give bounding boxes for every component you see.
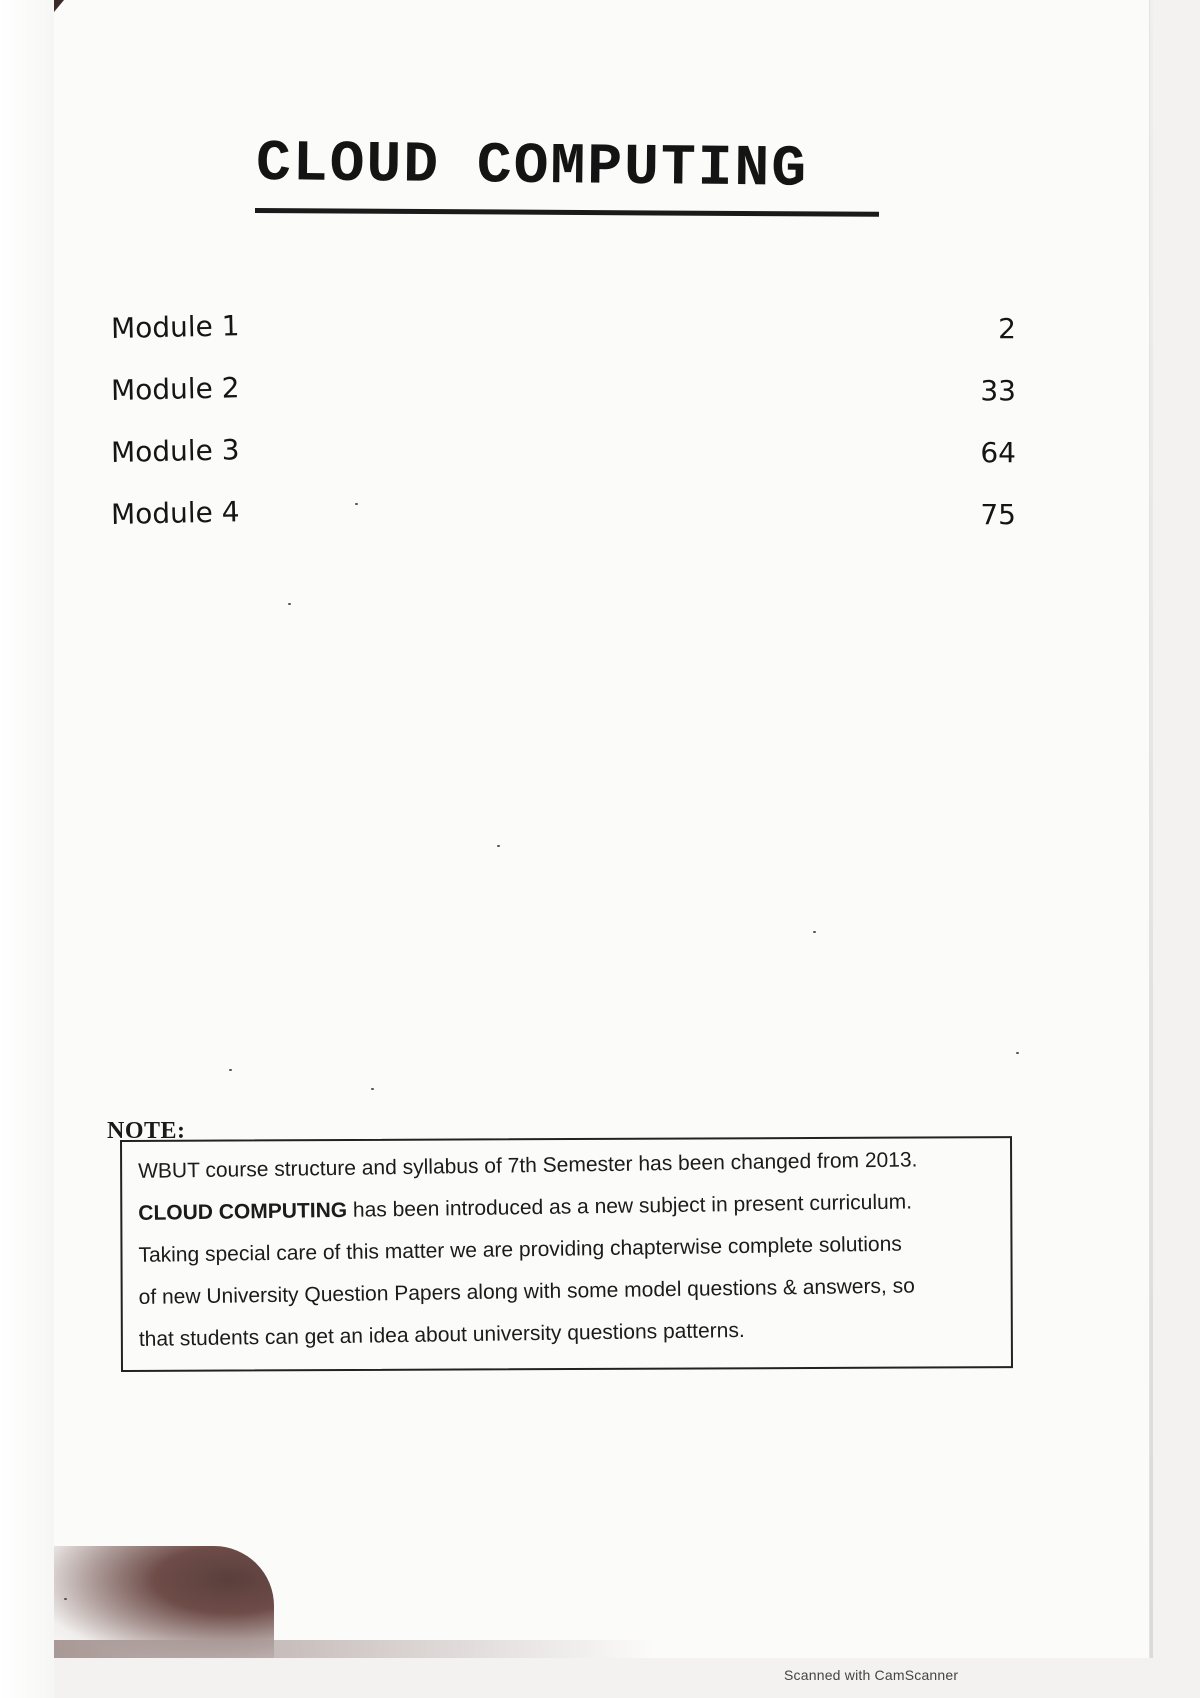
page-right-edge xyxy=(1150,0,1153,1658)
scan-left-margin xyxy=(0,0,54,1698)
note-line-text: has been introduced as a new subject in present curriculum. xyxy=(346,1190,913,1222)
toc-label: Module 4 xyxy=(110,495,240,531)
toc-row xyxy=(110,495,1016,538)
scan-speck xyxy=(813,931,816,933)
toc-row xyxy=(110,309,1016,352)
note-box xyxy=(120,1136,1013,1372)
note-line xyxy=(139,1274,915,1310)
toc-row xyxy=(110,371,1016,414)
note-line xyxy=(138,1190,912,1225)
note-line xyxy=(138,1233,902,1268)
scan-speck xyxy=(1016,1052,1019,1054)
toc-label: Module 3 xyxy=(110,433,240,469)
document-title: CLOUD COMPUTING xyxy=(255,132,809,203)
note-line-text: that students can get an idea about university questions patterns. xyxy=(138,1318,745,1351)
note-line-text: of new University Question Papers along with some model questions & answers, so xyxy=(138,1274,915,1309)
scan-speck xyxy=(64,1598,67,1600)
scan-speck xyxy=(497,845,500,847)
corner-mark xyxy=(54,0,64,12)
toc-label: Module 1 xyxy=(110,309,240,345)
note-line xyxy=(138,1148,918,1184)
toc-page-number: 33 xyxy=(980,374,1016,407)
scan-speck xyxy=(229,1069,232,1071)
document-page xyxy=(54,0,1152,1658)
scan-speck xyxy=(371,1088,374,1090)
scanner-watermark: Scanned with CamScanner xyxy=(784,1667,959,1683)
note-line-text: Taking special care of this matter we are providing chapterwise complete solutions xyxy=(138,1232,902,1267)
toc-row xyxy=(110,433,1016,476)
scan-speck xyxy=(288,603,291,605)
toc-label: Module 2 xyxy=(110,371,240,407)
note-line-text: WBUT course structure and syllabus of 7th Semester has been changed from 2013. xyxy=(137,1148,918,1183)
toc-page-number: 2 xyxy=(998,312,1016,345)
toc-page-number: 64 xyxy=(980,436,1016,469)
note-line xyxy=(139,1319,745,1352)
note-label: NOTE: xyxy=(107,1118,186,1144)
note-line-bold: CLOUD COMPUTING xyxy=(138,1198,348,1225)
scan-speck xyxy=(355,503,358,505)
scan-bottom-shadow xyxy=(54,1640,654,1658)
toc-page-number: 75 xyxy=(980,498,1016,531)
